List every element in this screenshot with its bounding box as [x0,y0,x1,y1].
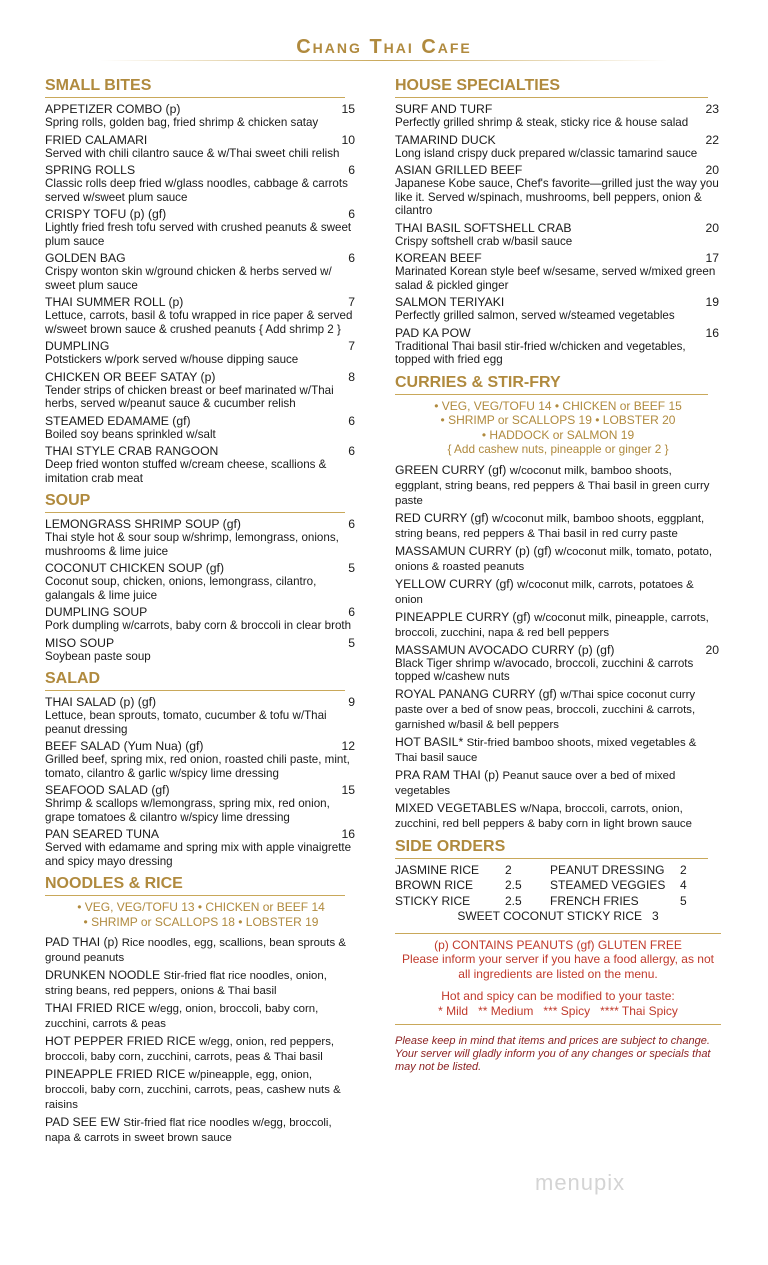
house-specialties-list [395,102,721,367]
menu-item-header [45,370,357,384]
menu-item [45,783,357,824]
menu-item [395,163,721,218]
menu-item-description: Crispy softshell crab w/basil sauce [395,234,573,248]
menu-item-price: 20 [705,642,719,657]
menu-item-description: Peanut sauce over a bed of mixed vegetables [395,769,676,797]
menu-item-header [45,605,357,619]
menu-item-name: GOLDEN BAG [45,251,126,265]
section-divider [395,97,708,98]
menu-item-header [395,133,721,147]
menu-item-name: MISO SOUP [45,635,115,650]
section-heading-soup: SOUP [45,492,91,509]
menu-item-price: 17 [705,251,719,265]
menu-item-description: Lettuce, bean sprouts, tomato, cucumber & tofu w/Thai peanut dressing [45,709,327,736]
menu-item-description: Shrimp & scallops w/lemongrass, spring mix, red onion, grape tomatoes & cilantro w/spicy lime dressing [45,797,330,824]
menu-item [45,339,357,367]
menu-item-name: SURF AND TURF [395,102,493,116]
menu-item [395,102,721,130]
menu-item [395,687,721,732]
menu-item-header [45,414,357,428]
side-order-name: PEANUT DRESSING [550,862,665,877]
menu-item-name: TAMARIND DUCK [395,132,496,147]
menu-item [45,295,357,336]
menu-item-description: Long island crispy duck prepared w/classic tamarind sauce [395,146,698,160]
menu-item-description: Potstickers w/pork served w/house dipping sauce [45,353,299,366]
menu-item-name: DUMPLING [45,339,110,353]
menu-item-name: HOT PEPPER FRIED RICE [45,1034,196,1048]
price-disclaimer: Please keep in mind that items and prices are subject to change. Your server will gladly inform you of any changes or specials that may not be listed. [395,1035,711,1073]
menu-item [395,735,721,765]
menu-item-price: 16 [341,827,355,841]
menu-item-name: CHICKEN OR BEEF SATAY (p) [45,369,216,384]
menu-item-description: Tender strips of chicken breast or beef marinated w/Thai herbs, served w/peanut sauce & cucumber relish [45,383,334,410]
section-divider [395,858,708,859]
side-order-price: 2.5 [505,893,522,908]
menu-item-header [45,695,357,709]
menu-item-header [45,739,357,753]
side-order-price: 5 [680,893,687,908]
menu-item-name: SEAFOOD SALAD (gf) [45,783,170,797]
menu-item [45,605,357,633]
section-divider [395,1024,721,1025]
menu-item-name: THAI STYLE CRAB RANGOON [45,444,219,458]
section-heading-side-orders: SIDE ORDERS [395,837,506,855]
menu-item-name: THAI FRIED RICE [45,1001,146,1015]
side-order-price: 2.5 [505,878,522,892]
menu-item-name: MIXED VEGETABLES [395,800,517,815]
menu-item-price: 9 [348,695,355,709]
salad-list [45,695,357,868]
menu-item-header [45,207,357,221]
side-order-name: BROWN RICE [395,878,473,892]
menu-item [45,1001,357,1031]
curry-options-line-1: • VEG, VEG/TOFU 14 • CHICKEN or BEEF 15 [434,398,682,413]
menu-item-description: Pork dumpling w/carrots, baby corn & broccoli in clear broth [45,619,352,632]
menu-item-name: THAI SUMMER ROLL (p) [45,295,184,309]
menu-item [395,577,721,607]
menu-item [395,511,721,541]
menu-item [395,610,721,640]
menu-item-name: FRIED CALAMARI [45,132,148,147]
menu-item-description: Served with edamame and spring mix with apple vinaigrette and spicy mayo dressing [45,841,352,868]
menu-item-price: 7 [348,295,355,309]
side-order-name: STICKY RICE [395,893,471,908]
noodles-list [45,935,357,1145]
menu-item [45,1067,357,1112]
menu-item-header [45,444,357,458]
side-order-name: JASMINE RICE [395,862,480,877]
menu-item [45,414,357,442]
menu-item-header [395,102,721,116]
menu-item-price: 23 [705,102,719,116]
menu-item-description: Coconut soup, chicken, onions, lemongrass, cilantro, galangals & lime juice [45,575,317,602]
noodle-options-line-1: • VEG, VEG/TOFU 13 • CHICKEN or BEEF 14 [77,900,325,914]
side-order-row [395,878,721,894]
menu-item [45,251,357,292]
menu-item-header [45,102,357,116]
menu-item-description: w/egg, onion, red peppers, broccoli, baby corn, zucchini, carrots, peas & Thai basil [45,1036,335,1063]
menu-item-description: Served with chili cilantro sauce & w/Thai sweet chili relish [45,146,340,160]
menu-item-price: 20 [705,163,719,177]
menu-item-description: Perfectly grilled shrimp & steak, sticky rice & house salad [395,116,689,129]
side-order-name: FRENCH FRIES [550,893,639,908]
menu-item-price: 6 [348,251,355,265]
menu-item-price: 8 [348,369,355,384]
section-divider [45,895,345,896]
menu-item-price: 5 [348,635,355,650]
left-column [45,72,357,1148]
menu-item-header [45,295,357,309]
menu-item-name: KOREAN BEEF [395,251,482,265]
menu-item-price: 15 [341,783,355,797]
menu-item-header [395,295,721,309]
section-divider [395,933,721,934]
menu-item-name: STEAMED EDAMAME (gf) [45,413,191,428]
section-divider [45,690,345,691]
menu-item-price: 10 [341,132,355,147]
menu-item-header [45,133,357,147]
menu-item-header [395,251,721,265]
menu-item [395,801,721,831]
menu-item-name: GREEN CURRY (gf) [395,462,507,477]
menu-item-name: BEEF SALAD (Yum Nua) (gf) [45,739,204,753]
menu-item-name: HOT BASIL* [395,734,464,749]
menu-item-header [395,163,721,177]
menu-item-description: Stir-fried bamboo shoots, mixed vegetables & Thai basil sauce [395,736,697,764]
menu-item-header [45,339,357,353]
menu-item-price: 6 [348,163,355,177]
section-divider [45,512,345,513]
menu-item-name: PRA RAM THAI (p) [395,767,500,782]
menu-item [45,636,357,664]
menu-item-price: 22 [705,132,719,147]
section-heading-small-bites: SMALL BITES [45,77,152,94]
menu-item-name: SALMON TERIYAKI [395,295,505,309]
menu-item-name: RED CURRY (gf) [395,510,489,525]
menu-item [45,1115,357,1145]
menu-item [45,133,357,161]
menu-item [45,517,357,558]
menu-item-name: COCONUT CHICKEN SOUP (gf) [45,561,224,575]
menu-item [45,561,357,602]
soup-list [45,517,357,663]
menu-item [395,326,721,367]
menu-item-description: Spring rolls, golden bag, fried shrimp & chicken satay [45,116,319,129]
menu-item-price: 12 [341,739,355,753]
menupix-watermark: menupix [535,1170,626,1195]
menu-item-price: 7 [348,339,355,353]
menu-item-description: Perfectly grilled salmon, served w/steamed vegetables [395,309,675,322]
menu-item-description: Lettuce, carrots, basil & tofu wrapped in rice paper & served w/sweet brown sauce & crushed peanuts { Add shrimp 2 } [45,309,353,336]
side-order-price: 2 [680,862,687,877]
menu-item-header [45,783,357,797]
menu-item-name: SPRING ROLLS [45,163,136,177]
menu-item-header [395,326,721,340]
menu-item-header [45,517,357,531]
menu-item [45,739,357,780]
menu-item-description: w/egg, onion, broccoli, baby corn, zucchini, carrots & peas [45,1003,319,1030]
menu-item-description: Grilled beef, spring mix, red onion, roasted chili paste, mint, tomato, cilantro & garlic w/spicy lime dressing [45,753,350,780]
menu-item [395,251,721,292]
menu-item-description: Thai style hot & sour soup w/shrimp, lemongrass, onions, mushrooms & lime juice [45,531,339,558]
menu-item-description: w/coconut milk, bamboo shoots, eggplant, string beans, red peppers & Thai basil in red curry paste [395,512,705,540]
menu-item-price: 6 [348,605,355,619]
menu-item [45,827,357,868]
curry-protein-options [395,399,721,457]
menu-item-price: 6 [348,444,355,458]
menu-item-header [395,221,721,235]
menu-item [45,370,357,411]
legend-spice-note: Hot and spicy can be modified to your taste: [441,989,675,1003]
menu-item [45,163,357,204]
menu-item-name: PAD THAI (p) [45,935,119,949]
menu-item [395,643,721,684]
menu-item [395,544,721,574]
menu-item-header [45,827,357,841]
menu-item-name: PAD SEE EW [45,1115,120,1129]
curry-options-line-2: • SHRIMP or SCALLOPS 19 • LOBSTER 20 [440,413,676,427]
menu-item-description: Boiled soy beans sprinkled w/salt [45,427,216,441]
menu-item-name: YELLOW CURRY (gf) [395,576,514,591]
menu-item-description: Classic rolls deep fried w/glass noodles, cabbage & carrots served w/sweet plum sauce [45,177,348,204]
menu-item-header [45,163,357,177]
title-divider [100,60,668,61]
menu-item [395,463,721,508]
menu-item-name: ROYAL PANANG CURRY (gf) [395,686,557,701]
menu-item-description: Traditional Thai basil stir-fried w/chicken and vegetables, topped with fried egg [395,339,686,366]
menu-item-name: THAI SALAD (p) (gf) [45,695,157,709]
legend-spice-levels: * Mild ** Medium *** Spicy **** Thai Spicy [438,1003,678,1018]
side-order-price: 2 [505,862,512,877]
menu-item-description: Marinated Korean style beef w/sesame, served w/mixed green salad & pickled ginger [395,265,716,292]
allergy-legend [395,938,721,1019]
legend-peanut-gf: (p) CONTAINS PEANUTS (gf) GLUTEN FREE [434,937,682,952]
side-orders-table [395,863,721,925]
section-heading-salad: SALAD [45,670,101,687]
section-divider [395,394,708,395]
menu-item [395,295,721,323]
menu-item-name: DUMPLING SOUP [45,605,148,619]
curry-options-line-3: • HADDOCK or SALMON 19 [481,427,635,442]
side-order-price: 4 [680,878,687,892]
right-column [395,72,721,1074]
menu-item-name: THAI BASIL SOFTSHELL CRAB [395,220,572,235]
menu-item-name: PINEAPPLE FRIED RICE [45,1067,186,1081]
menu-item-name: DRUNKEN NOODLE [45,968,161,982]
menu-item-description: Deep fried wonton stuffed w/cream cheese, scallions & imitation crab meat [45,458,327,485]
section-heading-noodles: NOODLES & RICE [45,875,183,892]
menu-item-name: PAD KA POW [395,325,471,340]
menu-item [395,221,721,249]
section-heading-house-specialties: HOUSE SPECIALTIES [395,77,561,94]
menu-item-price: 19 [705,295,719,309]
menu-item [45,968,357,998]
side-order-name: STEAMED VEGGIES [550,878,666,892]
menu-item-header [45,636,357,650]
menu-item [45,1034,357,1064]
menu-item-description: Japanese Kobe sauce, Chef's favorite—grilled just the way you like it. Served w/spinach, mushrooms, bell peppers, onion & cilantro [395,177,719,217]
menu-item-description: Crispy wonton skin w/ground chicken & herbs served w/ sweet plum sauce [45,265,332,292]
menu-item-description: w/coconut milk, tomato, potato, onions & roasted peanuts [395,545,713,573]
side-order-sticky-rice-dessert: SWEET COCONUT STICKY RICE 3 [457,909,659,923]
menu-item-description: Lightly fried fresh tofu served with crushed peanuts & sweet plum sauce [45,221,352,248]
menu-item-price: 5 [348,561,355,575]
menu-item-price: 15 [341,102,355,116]
menu-item-description: Rice noodles, egg, scallions, bean sprouts & ground peanuts [45,937,346,964]
curry-options-note: { Add cashew nuts, pineapple or ginger 2 } [447,442,669,456]
small-bites-list [45,102,357,485]
menu-item-description: Black Tiger shrimp w/avocado, broccoli, zucchini & carrots topped w/cashew nuts [395,656,694,683]
menu-item-price: 6 [348,517,355,531]
side-order-row [395,894,721,910]
menu-item-description: Stir-fried flat rice noodles, onion, string beans, red peppers, onions & Thai basil [45,970,327,997]
menu-item-price: 6 [348,207,355,221]
menu-item-price: 20 [705,220,719,235]
page-title: Chang Thai Cafe [296,36,472,58]
menu-item-name: PAN SEARED TUNA [45,827,160,841]
menu-item-name: APPETIZER COMBO (p) [45,102,181,116]
menu-item-description: w/coconut milk, carrots, potatoes & onion [395,578,694,606]
noodle-options-line-2: • SHRIMP or SCALLOPS 18 • LOBSTER 19 [83,914,319,929]
menu-item-name: ASIAN GRILLED BEEF [395,163,523,177]
legend-allergy-note: Please inform your server if you have a food allergy, as not all ingredients are listed on the menu. [402,952,714,981]
menu-item [45,935,357,965]
section-heading-curries: CURRIES & STIR-FRY [395,373,561,391]
menu-item-description: w/Thai spice coconut curry paste over a bed of snow peas, broccoli, zucchini & carrots, garnished w/basil & bell peppers [395,688,696,731]
menu-item-description: w/coconut milk, bamboo shoots, eggplant, string beans, red peppers & Thai basil in green curry paste [395,464,710,507]
menu-item-description: Soybean paste soup [45,649,151,663]
menu-item-price: 6 [348,413,355,428]
menu-item-name: MASSAMUN CURRY (p) (gf) [395,543,552,558]
menu-item [395,133,721,161]
menu-item-name: PINEAPPLE CURRY (gf) [395,609,531,624]
menu-item-header [395,643,721,657]
menu-item-name: LEMONGRASS SHRIMP SOUP (gf) [45,517,241,531]
menu-item [45,444,357,485]
menu-item [45,207,357,248]
menu-item-header [45,561,357,575]
menu-item [395,768,721,798]
menu-item-description: w/coconut milk, pineapple, carrots, broccoli, zucchini, napa & red bell peppers [395,611,709,639]
menu-item-price: 16 [705,325,719,340]
section-divider [45,97,345,98]
menu-item-name: MASSAMUN AVOCADO CURRY (p) (gf) [395,642,615,657]
side-order-row [395,863,721,879]
menu-item-description: w/Napa, broccoli, carrots, onion, zucchini, red bell peppers & baby corn in light brown sauce [395,802,692,830]
menu-item-description: Stir-fried flat rice noodles w/egg, broccoli, napa & carrots in sweet brown sauce [45,1117,332,1144]
menu-item-name: CRISPY TOFU (p) (gf) [45,207,167,221]
menu-item [45,102,357,130]
noodle-protein-options [45,900,357,929]
curries-list [395,463,721,831]
menu-item [45,695,357,736]
menu-item-description: w/pineapple, egg, onion, broccoli, baby corn, zucchini, carrots, peas, cashew nuts & raisins [45,1069,341,1111]
menu-item-header [45,251,357,265]
